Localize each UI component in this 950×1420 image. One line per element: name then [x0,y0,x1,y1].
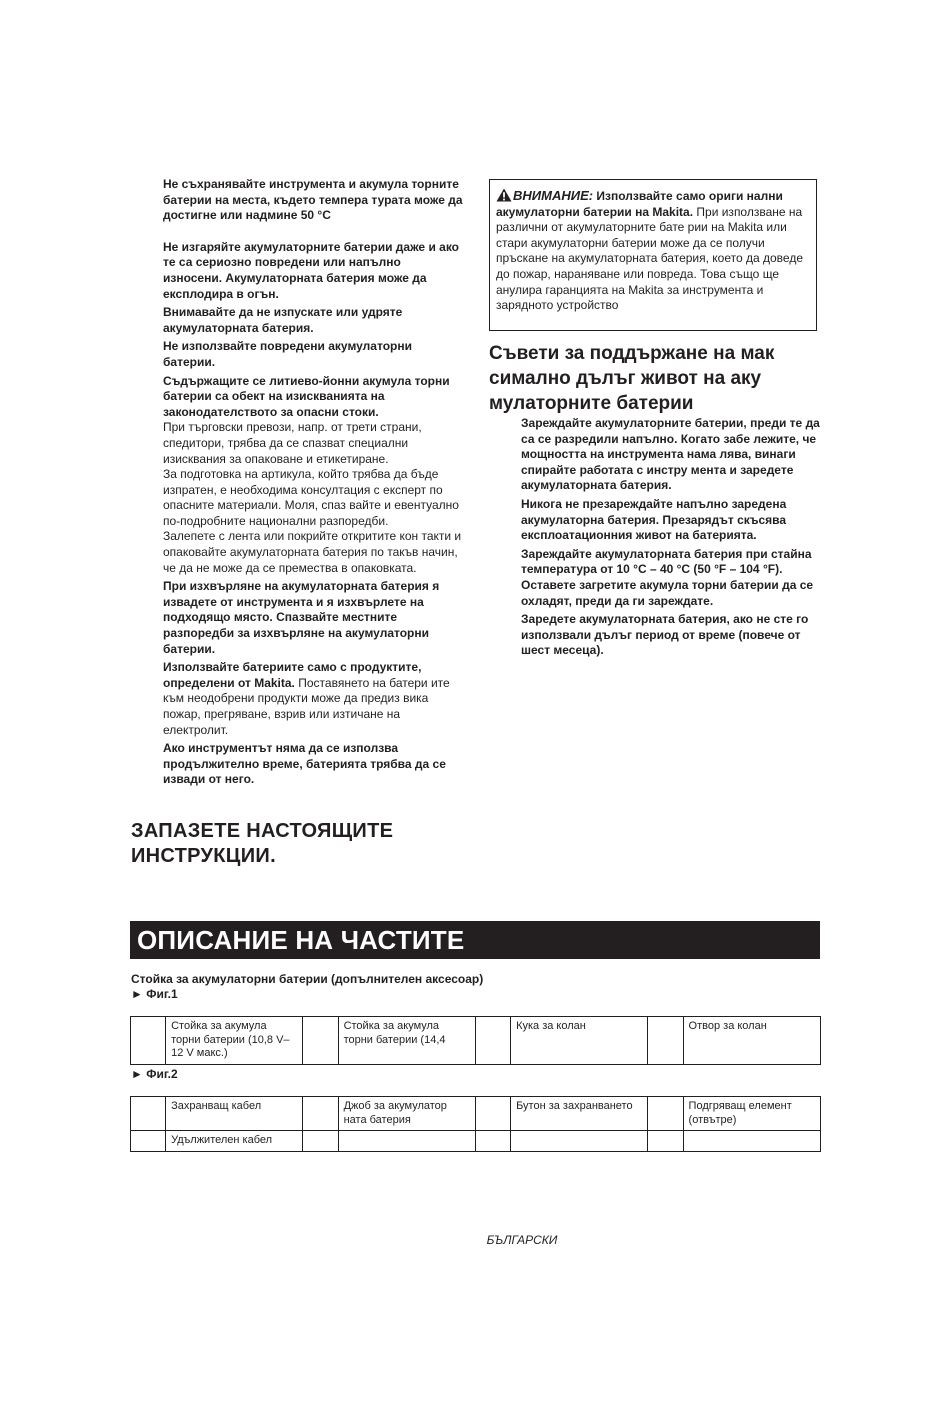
figure-1-parts-table [130,1016,821,1065]
footer-language-label: БЪЛГАРСКИ [486,1233,558,1247]
safety-note-packaging: Залепете с лента или покрийте откритите кон такти и опаковайте акумулаторната батерия по такъв начин, че да не може да се премества в опаковката. [163,529,462,575]
part-number [303,1017,338,1065]
table-row [131,1017,821,1065]
warning-label: ВНИМАНИЕ: [513,188,594,203]
part-number [131,1131,166,1152]
left-column [163,177,463,791]
part-name: Подгряващ елемент (отвътре) [683,1097,820,1131]
table-row [131,1131,821,1152]
safety-note-long-storage: Ако инструментът няма да се използва продължително време, батерията трябва да се извади от него. [163,741,446,787]
safety-note-expert: За подготовка на артикула, който трябва да бъде изпратен, е необходима консултация с експерт по опасните материали. Моля, спаз вайте и евентуално по-подробните национални разпоредби. [163,467,459,528]
battery-tip: Никога не презареждайте напълно заредена акумулаторна батерия. Презарядът скъсява експлоатационния живот на батерията. [521,496,787,543]
part-name: Удължителен кабел [166,1131,303,1152]
figure-2-label: ► Фиг.2 [131,1067,178,1081]
battery-tips-list [521,416,821,662]
battery-tips-heading: Съвети за поддържане на мак симално дълъг живот на аку мулаторните батерии [489,343,775,414]
safety-note-damaged: Не използвайте повредени акумулаторни батерии. [163,339,412,369]
part-number [303,1131,338,1152]
warning-box [489,179,817,331]
battery-tip: Зареждайте акумулаторните батерии, преди те да са се разредили напълно. Когато забе лежите, че мощността на инструмента нама лява, винаги спирайте работата с инстру мента и заредете акумулаторната батерия. [521,416,820,493]
safety-note-dropping: Внимавайте да не изпускате или удряте акумулаторната батерия. [163,305,403,335]
warning-triangle-icon [496,188,512,202]
part-name: Стойка за акумула торни батерии (14,4 [338,1017,475,1065]
table-row [131,1097,821,1131]
part-name: Джоб за акумулатор ната батерия [338,1097,475,1131]
part-name: Стойка за акумула торни батерии (10,8 V–12 V макс.) [166,1017,303,1065]
part-number [475,1131,510,1152]
part-name: Бутон за захранването [511,1097,648,1131]
part-number [648,1097,683,1131]
part-number [648,1131,683,1152]
part-number [475,1017,510,1065]
part-name: Отвор за колан [683,1017,820,1065]
warning-bold-text: Използвайте само ориги нални акумулаторни батерии на Makita. [496,189,783,219]
part-name [338,1131,475,1152]
battery-tip: Заредете акумулаторната батерия, ако не сте го използвали дълъг период от време (повече от шест месеца). [521,612,809,658]
battery-tip: Зареждайте акумулаторната батерия при стайна температура от 10 °C – 40 °C (50 °F – 104 °F). Оставете загретите акумула торни батерии да се охладят, преди да ги зареждате. [521,546,814,608]
part-name: Кука за колан [511,1017,648,1065]
part-number [475,1097,510,1131]
safety-note-disposal: При изхвърляне на акумулаторната батерия я извадете от инструмента и я изхвърлете на подходящо място. Спазвайте местните разпоредби за изхвърляне на акумулаторни батерии. [163,579,440,656]
safety-note-temperature: Не съхранявайте инструмента и акумула торните батерии на места, където темпера турата може да достигне или надмине 50 °C [163,177,463,223]
part-number [131,1017,166,1065]
safety-note-dangerous-goods: Съдържащите се литиево-йонни акумула торни батерии са обект на изискванията на законодателството за опасни стоки. [163,373,450,419]
figure-1-label: ► Фиг.1 [131,987,178,1001]
save-instructions-heading: ЗАПАЗЕТЕ НАСТОЯЩИТЕ ИНСТРУКЦИИ. [131,820,394,867]
parts-description-section-title: ОПИСАНИЕ НА ЧАСТИТЕ [130,921,820,959]
part-number [303,1097,338,1131]
figure-2-parts-table [130,1096,821,1152]
warning-text: При използване на различни от акумулаторните бате рии на Makita или стари акумулаторни батерии може да се получи пръскане на акумулаторната батерия, което да доведе до пожар, нараняване или повреда. Това също ще анулира гаранцията на Makita за инструмента и зарядното устройство [496,204,804,313]
part-name [683,1131,820,1152]
figure-1-caption: Стойка за акумулаторни батерии (допълнителен аксесоар) [131,972,484,986]
part-name [511,1131,648,1152]
part-name: Захранващ кабел [166,1097,303,1131]
safety-note-makita-only: Използвайте батериите само с продуктите, определени от Makita. Поставянето на батери ите към неодобрени продукти може да предиз вика пожар, прегряване, взрив или изтичане на електролит. [163,660,450,737]
safety-note-burning: Не изгаряйте акумулаторните батерии даже и ако те са сериозно повредени или напълно износени. Акумулаторната батерия може да експлодира в огън. [163,239,460,301]
part-number [131,1097,166,1131]
part-number [648,1017,683,1065]
safety-note-transport: При търговски превози, напр. от трети страни, спедитори, трябва да се спазват специални изисквания за опаковане и етикетиране. [163,420,422,466]
